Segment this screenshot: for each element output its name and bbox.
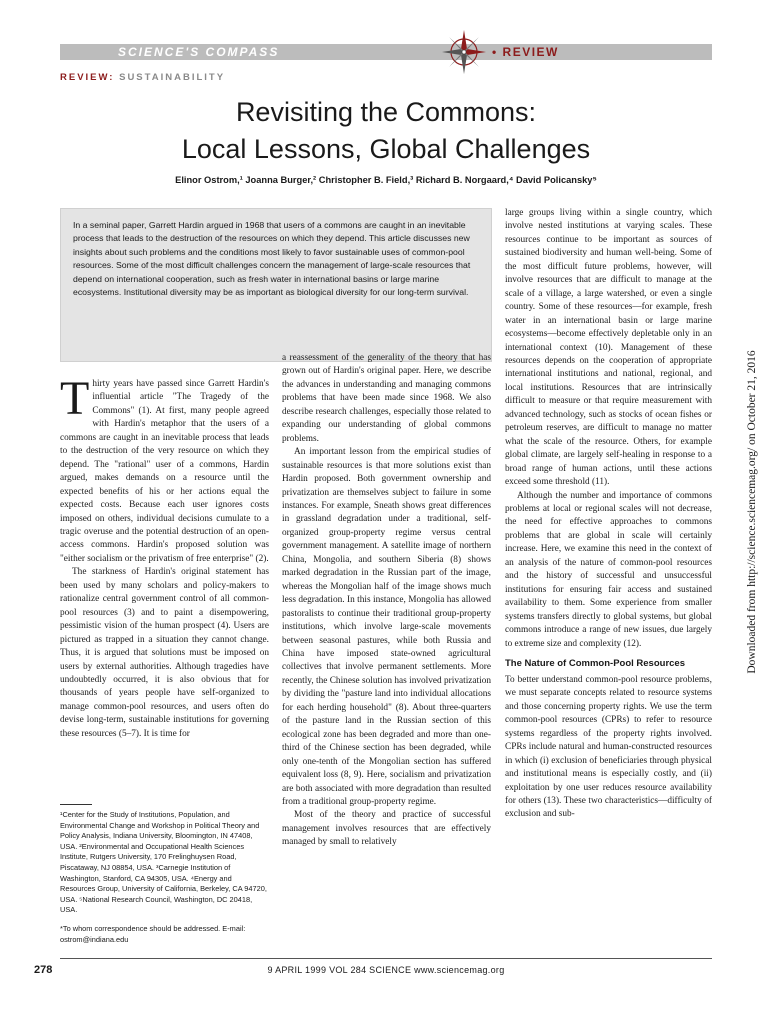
drop-cap: T: [60, 372, 90, 425]
footnotes: [60, 810, 269, 945]
article-title-line1: Revisiting the Commons:: [235, 97, 537, 127]
journal-section-title: SCIENCE'S COMPASS: [118, 45, 280, 59]
paragraph: Although the number and importance of commons problems at local or regional scales will not decrease, the need for effective approaches to commons problems that are global in scale will certainly increase. Here, we examine this need in the context of an analysis of the nature of common-pool resources and the history of successful and unsuccessful institutions for ensuring fair access and sustained availability to them. Some experience from smaller systems transfers directly to global systems, but global commons introduce a range of new issues, due largely to extreme size and complexity (12).: [505, 490, 712, 649]
download-notice-text: Downloaded from http://science.sciencemag.org/ on October 21, 2016: [746, 350, 758, 674]
paragraph: a reassessment of the generality of the theory that has grown out of Hardin's original paper. Here, we describe the advances in understanding and managing commons problems that have been made since 1968. We also describe research challenges, especially those related to expanding our understanding of global commons problems.: [282, 353, 491, 444]
section-tag-review: REVIEW:: [60, 72, 115, 83]
page-number: 278: [34, 964, 53, 976]
article-title-line2: Local Lessons, Global Challenges: [181, 134, 591, 164]
paragraph: To better understand common-pool resource problems, we must separate concepts related to resource systems and those concerning property rights. We use the term common-pool resources (CPRs) to refer to resource systems regardless of the property rights involved. CPRs include natural and human-constructed resources in which (i) exclusion of beneficiaries through physical and institutional means is especially costly, and (ii) exploitation by one user reduces resource availability for others (13). These two characteristics—difficulty of exclusion and sub-: [505, 674, 712, 820]
review-label: • REVIEW: [492, 45, 559, 59]
compass-rose-icon: [440, 28, 488, 76]
paragraph: The starkness of Hardin's original statement has been used by many scholars and policy-makers to rationalize central government control of all common-pool resources (3) and to paint a disempowering, pessimistic vision of the human prospect (4). Users are pictured as trapped in a situation they cannot change. Thus, it is argued that solutions must be imposed on users by external authorities. Although tragedies have undoubtedly occurred, it is also obvious that for thousands of years people have self-organized to manage common-pool resources, and users often do devise long-term, sustainable institutions for governing these resources (5–7). It is time for: [60, 567, 269, 739]
section-tag-topic: SUSTAINABILITY: [114, 72, 226, 83]
paragraph: Most of the theory and practice of successful management involves resources that are effectively managed by small to relatively: [282, 810, 491, 848]
paragraph: An important lesson from the empirical studies of sustainable resources is that more solutions exist than Hardin proposed. Both government ownership and privatization are themselves subject to failure in some instances. For example, Sneath shows great differences in grassland degradation under a traditional, self-organized group-property regime versus central government management. A satellite image of northern China, Mongolia, and southern Siberia (8) shows marked degradation in the Russian part of the image, whereas the Mongolian half of the image shows much less degradation. In this instance, Mongolia has allowed pastoralists to continue their traditional group-property institutions, which involve large-scale movements between seasonal pastures, while both Russia and China have imposed state-owned agricultural collectives that involve permanent settlements. More recently, the Chinese solution has involved privatization by dividing the "pasture land into individual allocations for each herding household" (8). About three-quarters of the pasture land in the Russian section of this ecological zone has been degraded and more than one-third of the Chinese section has been degraded, while only one-tenth of the Mongolian section has suffered equivalent loss (8, 9). Here, socialism and privatization are both associated with more degradation than resulted from a traditional group-property regime.: [282, 447, 491, 807]
issue-info: 9 APRIL 1999 VOL 284 SCIENCE www.sciencemag.org: [267, 965, 505, 975]
footer-divider: [60, 958, 712, 959]
footnote-divider: [60, 804, 92, 805]
body-column-3: [505, 207, 712, 822]
author-list: Elinor Ostrom,¹ Joanna Burger,² Christopher B. Field,³ Richard B. Norgaard,⁴ David Policansky⁵: [175, 175, 597, 185]
body-column-1: [60, 372, 269, 741]
paragraph: large groups living within a single country, which involve nested institutions at varying scales. These resources continue to be important as sources of sustained biodiversity and human well-being. Some of the most difficult future problems, however, will involve resources that are difficult to manage at the scale of a village, a large watershed, or even a single country. Some of these resources—for example, fresh water in an international basin or large marine ecosystems—become effectively depletable only in an international context (10). Management of these resources depends on the cooperation of appropriate international institutions and national, regional, and local institutions. Resources that are intrinsically difficult to measure or that require measurement with advanced technology, such as stocks of ocean fishes or petroleum reserves, are difficult to manage no matter what the scale of the resource. Others, for example global climate, are largely self-healing in response to a broad range of human actions, until these actions exceed some threshold (11).: [505, 208, 712, 488]
section-heading: The Nature of Common-Pool Resources: [505, 657, 685, 669]
paragraph-text: hirty years have passed since Garrett Hardin's influential article "The Tragedy of the Commons" (1). At first, many people agreed with Hardin's metaphor that the users of a commons are caught in an inevitable process that leads to the destruction of the very resource on which they depend. The "rational" user of a commons, Hardin argued, makes demands on a resource until the expected benefits of his or her actions equal the expected costs. Because each user ignores costs imposed on others, individual decisions cumulate to a tragic overuse and the potential destruction of an open-access commons. Hardin's proposed solution was "either socialism or the privatism of free enterprise" (2).: [60, 379, 269, 564]
paragraph: [60, 372, 269, 566]
correspondence-note: *To whom correspondence should be addressed. E-mail: ostrom@indiana.edu: [60, 923, 246, 944]
abstract-box: In a seminal paper, Garrett Hardin argued in 1968 that users of a commons are caught in an inevitable process that leads to the destruction of the resources on which they depend. This article discusses new insights about such problems and the conditions most likely to favor sustainable uses of common-pool resources. Some of the most difficult challenges concern the management of large-scale resources that depend on international cooperation, such as fresh water in international basins or large marine ecosystems. Institutional diversity may be as important as biological diversity for our long-term survival.: [60, 208, 492, 362]
body-column-2: [282, 352, 491, 850]
section-tag: [60, 72, 225, 83]
affiliations-note: ¹Center for the Study of Institutions, Population, and Environmental Change and Workshop in Political Theory and Policy Analysis, Indiana University, Bloomington, IN 47408, USA. ²Environmental and Occupational Health Sciences Institute, Rutgers University, 170 Frelinghuysen Road, Piscataway, NJ 08854, USA. ³Carnegie Institution of Washington, Stanford, CA 94305, USA. ⁴Energy and Resources Group, University of California, Berkeley, CA 94720, USA. ⁵National Research Council, Washington, DC 20418, USA.: [60, 810, 267, 915]
